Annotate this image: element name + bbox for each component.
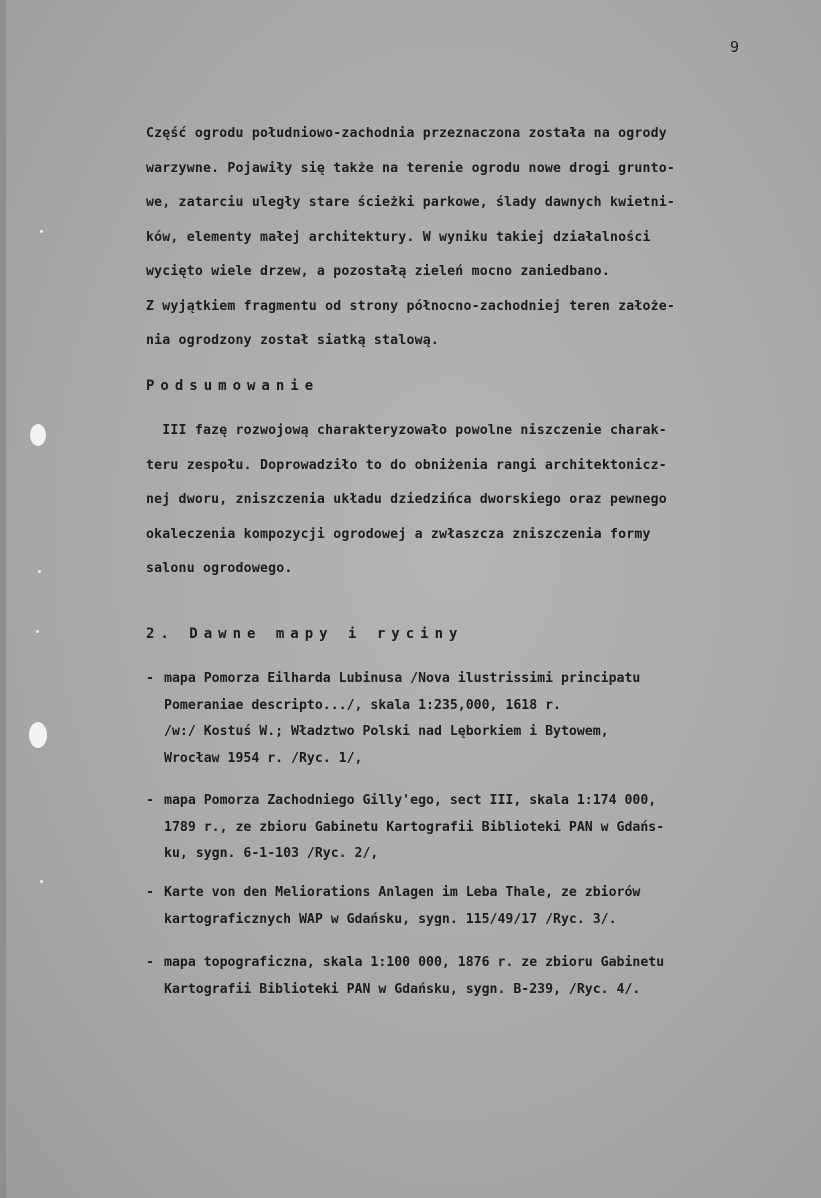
list-text: kartograficznych WAP w Gdańsku, sygn. 115/49/17 /Ryc. 3/. [164, 911, 617, 927]
text-line: nej dworu, zniszczenia układu dziedzińca dworskiego oraz pewnego [146, 492, 667, 507]
list-text: 1789 r., ze zbioru Gabinetu Kartografii Biblioteki PAN w Gdańs- [164, 819, 665, 835]
text-line: warzywne. Pojawiły się także na terenie ogrodu nowe drogi grunto- [146, 160, 676, 176]
page-number: 9 [730, 38, 740, 56]
text-line: salonu ogrodowego. [146, 561, 293, 576]
list-item [146, 666, 814, 772]
speck [40, 230, 43, 233]
text-line: ków, elementy małej architektury. W wyniku takiej działalności [146, 229, 651, 245]
speck [36, 630, 39, 633]
text-line: Część ogrodu południowo-zachodnia przeznaczona została na ogrody [146, 126, 667, 141]
list-dash: - [146, 671, 154, 686]
list-item [146, 950, 814, 1003]
text-line: nia ogrodzony został siatką stalową. [146, 333, 440, 348]
paragraph-summary [146, 414, 806, 587]
list-dash: - [146, 885, 154, 900]
list-text: mapa topograficzna, skala 1:100 000, 1876 r. ze zbioru Gabinetu [164, 955, 665, 970]
text-line: Z wyjątkiem fragmentu od strony północno-zachodniej teren założe- [146, 298, 676, 314]
text-line: okaleczenia kompozycji ogrodowej a zwłaszcza zniszczenia formy [146, 526, 651, 542]
punch-hole [29, 722, 47, 748]
text-line: we, zatarciu uległy stare ścieżki parkowe, ślady dawnych kwietni- [146, 195, 676, 210]
list-text: Pomeraniae descripto.../, skala 1:235,000, 1618 r. [164, 697, 561, 713]
text-line: III fazę rozwojową charakteryzowało powolne niszczenie charak- [146, 423, 667, 438]
list-text: Karte von den Meliorations Anlagen im Leba Thale, ze zbiorów [164, 885, 641, 900]
list-text: mapa Pomorza Eilharda Lubinusa /Nova ilustrissimi principatu [164, 671, 641, 686]
list-dash: - [146, 955, 154, 970]
list-text: /w:/ Kostuś W.; Władztwo Polski nad Lęborkiem i Bytowem, [164, 724, 609, 739]
list-text: ku, sygn. 6-1-103 /Ryc. 2/, [164, 846, 379, 861]
list-dash: - [146, 793, 154, 808]
text-line: teru zespołu. Doprowadziło to do obniżenia rangi architektonicz- [146, 457, 667, 473]
section-heading-maps: 2. Dawne mapy i ryciny [146, 626, 464, 642]
text-line: wycięto wiele drzew, a pozostałą zieleń mocno zaniedbano. [146, 264, 610, 279]
list-item [146, 880, 814, 933]
punch-hole [30, 424, 46, 446]
page-edge [0, 0, 6, 1198]
speck [38, 570, 41, 573]
paragraph-garden-changes [146, 117, 806, 359]
list-text: Wrocław 1954 r. /Ryc. 1/, [164, 750, 363, 766]
list-item [146, 788, 814, 868]
summary-heading: Podsumowanie [146, 378, 320, 394]
speck [40, 880, 43, 883]
list-text: mapa Pomorza Zachodniego Gilly'ego, sect III, skala 1:174 000, [164, 793, 657, 808]
list-text: Kartografii Biblioteki PAN w Gdańsku, sygn. B-239, /Ryc. 4/. [164, 981, 641, 997]
